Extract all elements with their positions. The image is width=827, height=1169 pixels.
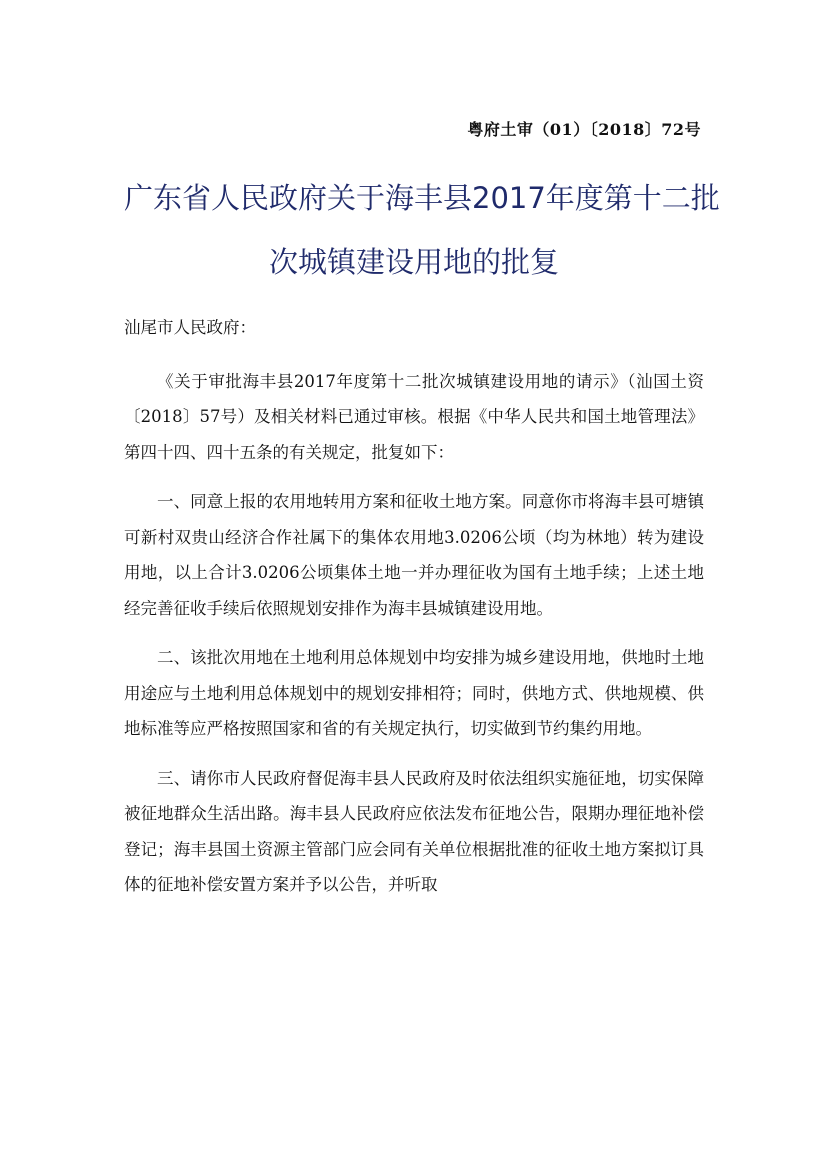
paragraph-item-1: 一、同意上报的农用地转用方案和征收土地方案。同意你市将海丰县可塘镇可新村双贵山经济合作社属下的集体农用地3.0206公顷（均为林地）转为建设用地，以上合计3.0206公顷集体土地一并办理征收为国有土地手续；上述土地经完善征收手续后依照规划安排作为海丰县城镇建设用地。 [124, 492, 704, 618]
document-body [124, 310, 704, 917]
paragraph-item-2: 二、该批次用地在土地利用总体规划中均安排为城乡建设用地，供地时土地用途应与土地利用总体规划中的规划安排相符；同时，供地方式、供地规模、供地标准等应严格按照国家和省的有关规定执行，切实做到节约集约用地。 [124, 648, 704, 738]
paragraph-request: 《关于审批海丰县2017年度第十二批次城镇建设用地的请示》（汕国土资〔2018〕57号）及相关材料已通过审核。根据《中华人民共和国土地管理法》第四十四、四十五条的有关规定，批复如下： [124, 371, 704, 462]
document-title-line-2: 次城镇建设用地的批复 [268, 245, 559, 279]
salutation: 汕尾市人民政府： [124, 318, 256, 337]
paragraph-item-3: 三、请你市人民政府督促海丰县人民政府及时依法组织实施征地，切实保障被征地群众生活出路。海丰县人民政府应依法发布征地公告，限期办理征地补偿登记；海丰县国土资源主管部门应会同有关单位根据批准的征收土地方案拟订具体的征地补偿安置方案并予以公告，并听取 [124, 768, 704, 894]
document-number: 粤府土审（01）〔2018〕72号 [467, 120, 701, 139]
document-title-line-1: 广东省人民政府关于海丰县2017年度第十二批 [124, 181, 720, 215]
